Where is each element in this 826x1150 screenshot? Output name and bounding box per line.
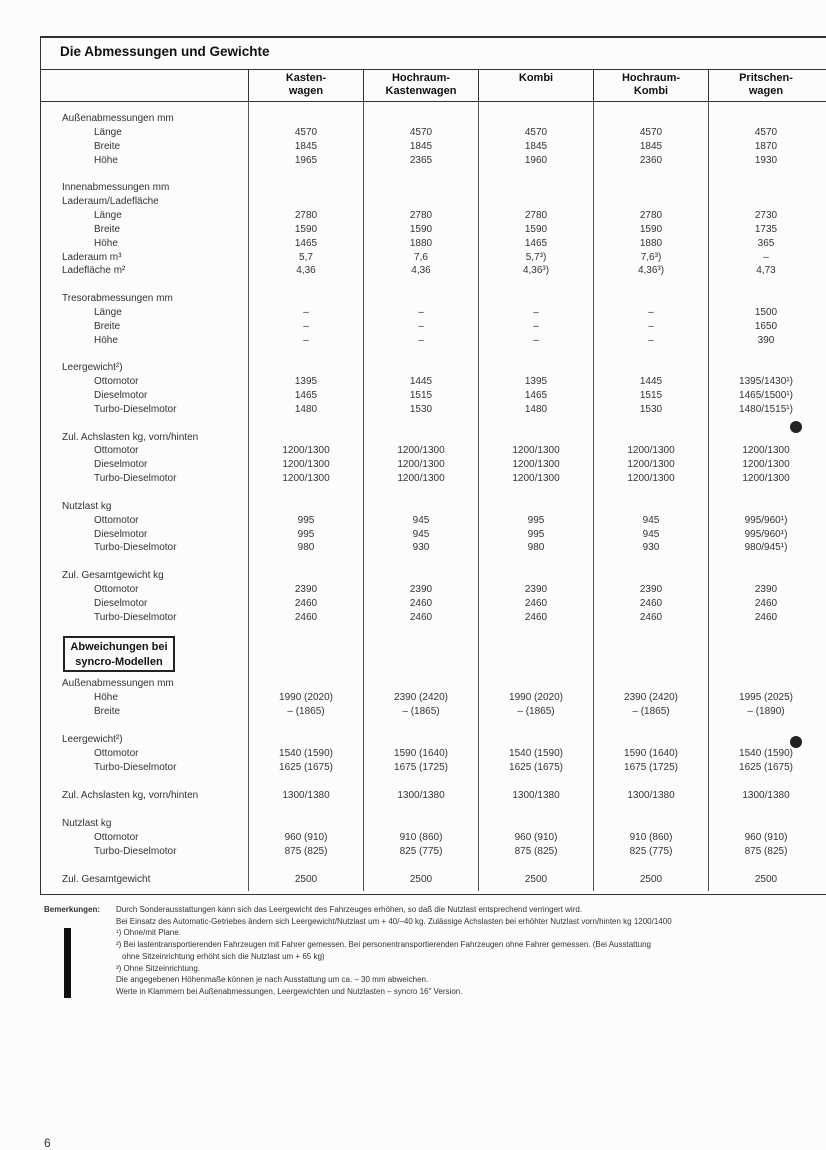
- punch-hole-mark: [790, 421, 802, 433]
- table-cell: 995/960¹): [744, 514, 788, 526]
- row-label: Ottomotor: [94, 376, 139, 388]
- table-cell: 1300/1380: [627, 790, 675, 801]
- table-cell: 960 (910): [514, 832, 558, 843]
- table-cell: 945: [642, 528, 660, 540]
- table-cell: 1845: [294, 140, 318, 152]
- row-label: Turbo-Dieselmotor: [94, 542, 177, 554]
- table-cell: –: [648, 334, 654, 346]
- note-line: ohne Sitzeinrichtung erhöht sich die Nutzlast um + 65 kg): [122, 951, 325, 961]
- syncro-heading-line2: syncro-Modellen: [75, 656, 163, 668]
- row-label: Zul. Gesamtgewicht: [62, 874, 151, 885]
- row-label: Breite: [94, 140, 121, 152]
- table-cell: 1735: [754, 223, 778, 235]
- column-header: [479, 72, 593, 85]
- table-cell: 2390 (2420): [624, 692, 678, 703]
- table-cell: 980: [527, 542, 545, 554]
- row-label: Laderaum/Ladefläche: [62, 196, 159, 208]
- table-cell: 1590: [409, 223, 433, 235]
- table-cell: 1540 (1590): [279, 748, 333, 759]
- notes-title: Bemerkungen:: [44, 905, 101, 914]
- table-cell: 910 (860): [629, 832, 673, 843]
- table-cell: 1200/1300: [512, 473, 560, 485]
- table-cell: 2360: [639, 154, 663, 166]
- table-cell: 1590 (1640): [624, 748, 678, 759]
- column-header-line: Kasten-: [285, 72, 327, 84]
- table-cell: 2460: [524, 611, 548, 623]
- column-header: [709, 72, 823, 97]
- table-cell: 1930: [754, 154, 778, 166]
- table-cell: –: [303, 334, 309, 346]
- table-cell: 1465: [294, 237, 318, 249]
- table-cell: 1200/1300: [627, 459, 675, 471]
- note-line: ²) Bei lastentransportierenden Fahrzeugen mit Fahrer gemessen. Bei personentransportierenden Fahrzeugen ohne Fahrer gemessen. (Bei Ausstattung: [116, 940, 651, 950]
- table-cell: 1590: [524, 223, 548, 235]
- table-cell: 930: [412, 542, 430, 554]
- table-cell: 945: [642, 514, 660, 526]
- table-cell: 1465: [294, 390, 318, 401]
- table-cell: 980/945¹): [744, 542, 788, 554]
- table-cell: 1675 (1725): [394, 762, 448, 773]
- row-label: Zul. Gesamtgewicht kg: [62, 570, 164, 582]
- table-cell: 2390 (2420): [394, 692, 448, 703]
- table-cell: –: [648, 306, 654, 318]
- table-cell: 1845: [409, 140, 433, 152]
- table-cell: 2780: [639, 209, 663, 221]
- table-cell: 2460: [524, 597, 548, 609]
- row-label: Nutzlast kg: [62, 500, 112, 512]
- table-cell: 4570: [294, 126, 318, 138]
- table-cell: –: [418, 334, 424, 346]
- table-cell: 2460: [639, 611, 663, 623]
- row-label: Höhe: [94, 154, 118, 166]
- table-cell: 1200/1300: [397, 473, 445, 485]
- table-cell: 875 (825): [514, 846, 558, 857]
- column-header-line: Pritschen-: [739, 72, 793, 84]
- table-cell: – (1865): [632, 706, 670, 717]
- table-cell: – (1865): [287, 706, 325, 717]
- table-cell: 945: [412, 514, 430, 526]
- table-cell: 4,36: [411, 265, 431, 277]
- table-cell: 825 (775): [629, 846, 673, 857]
- table-cell: 1880: [409, 237, 433, 249]
- table-cell: –: [533, 334, 539, 346]
- table-cell: –: [303, 306, 309, 318]
- table-cell: 1480: [524, 403, 548, 415]
- table-cell: 1530: [639, 403, 663, 415]
- table-cell: 2365: [409, 154, 433, 166]
- row-label: Laderaum m³: [62, 251, 122, 263]
- table-cell: 1650: [754, 320, 778, 332]
- row-label: Leergewicht²): [62, 734, 123, 745]
- table-cell: 365: [757, 237, 775, 249]
- table-cell: 1625 (1675): [509, 762, 563, 773]
- table-cell: 2390: [294, 583, 318, 595]
- row-label: Außenabmessungen mm: [62, 678, 174, 689]
- table-cell: 2460: [409, 611, 433, 623]
- table-cell: 1200/1300: [742, 473, 790, 485]
- row-label: Außenabmessungen mm: [62, 113, 174, 124]
- table-cell: 1300/1380: [742, 790, 790, 801]
- table-cell: 1200/1300: [512, 445, 560, 457]
- table-cell: – (1890): [747, 706, 785, 717]
- table-cell: –: [763, 251, 769, 263]
- table-cell: 1845: [639, 140, 663, 152]
- column-header-line: Kastenwagen: [385, 84, 457, 97]
- row-label: Ottomotor: [94, 514, 139, 526]
- table-cell: 1200/1300: [282, 473, 330, 485]
- table-cell: 2780: [409, 209, 433, 221]
- table-cell: 995: [527, 514, 545, 526]
- table-cell: 2500: [409, 874, 433, 885]
- row-label: Innenabmessungen mm: [62, 182, 170, 194]
- table-cell: 1500: [754, 306, 778, 318]
- column-header-line: wagen: [288, 84, 324, 97]
- column-header: [249, 72, 363, 97]
- row-label: Zul. Achslasten kg, vorn/hinten: [62, 790, 199, 801]
- note-line: ¹) Ohne/mit Plane.: [116, 928, 181, 938]
- table-cell: 825 (775): [399, 846, 443, 857]
- table-cell: 7,6³): [640, 251, 662, 263]
- row-label: Turbo-Dieselmotor: [94, 762, 177, 773]
- row-label: Ottomotor: [94, 748, 139, 759]
- row-label: Nutzlast kg: [62, 818, 112, 829]
- table-cell: 1590: [639, 223, 663, 235]
- table-cell: 1590: [294, 223, 318, 235]
- table-cell: 4,36³): [637, 265, 665, 277]
- table-cell: 2390: [639, 583, 663, 595]
- page-title: Die Abmessungen und Gewichte: [60, 44, 270, 59]
- table-cell: –: [533, 320, 539, 332]
- table-cell: 1465: [524, 237, 548, 249]
- table-cell: 1200/1300: [627, 445, 675, 457]
- table-cell: 875 (825): [284, 846, 328, 857]
- table-cell: 1965: [294, 154, 318, 166]
- table-cell: 1990 (2020): [509, 692, 563, 703]
- table-cell: 1200/1300: [397, 459, 445, 471]
- table-cell: 4570: [524, 126, 548, 138]
- table-cell: 1300/1380: [282, 790, 330, 801]
- table-cell: 2460: [754, 611, 778, 623]
- row-label: Dieselmotor: [94, 528, 148, 540]
- table-cell: 4570: [639, 126, 663, 138]
- table-cell: 1395/1430¹): [739, 376, 793, 388]
- table-cell: 1445: [409, 376, 433, 388]
- row-label: Turbo-Dieselmotor: [94, 473, 177, 485]
- row-label: Turbo-Dieselmotor: [94, 403, 177, 415]
- table-cell: 1480/1515¹): [739, 403, 793, 415]
- table-cell: 1540 (1590): [739, 748, 793, 759]
- table-cell: 1395: [524, 376, 548, 388]
- table-cell: 1200/1300: [512, 459, 560, 471]
- row-label: Dieselmotor: [94, 390, 148, 401]
- table-cell: 2390: [754, 583, 778, 595]
- table-cell: 4570: [409, 126, 433, 138]
- table-cell: 1445: [639, 376, 663, 388]
- table-cell: 1465: [524, 390, 548, 401]
- table-cell: 2500: [294, 874, 318, 885]
- table-cell: 1395: [294, 376, 318, 388]
- table-cell: 875 (825): [744, 846, 788, 857]
- table-cell: 1530: [409, 403, 433, 415]
- row-label: Höhe: [94, 334, 118, 346]
- table-cell: 995: [297, 514, 315, 526]
- table-cell: 1995 (2025): [739, 692, 793, 703]
- row-label: Turbo-Dieselmotor: [94, 846, 177, 857]
- table-cell: 960 (910): [284, 832, 328, 843]
- table-cell: 1465/1500¹): [739, 390, 793, 401]
- table-cell: 2500: [639, 874, 663, 885]
- table-cell: 1625 (1675): [739, 762, 793, 773]
- table-cell: –: [533, 306, 539, 318]
- row-label: Breite: [94, 320, 121, 332]
- table-cell: 910 (860): [399, 832, 443, 843]
- table-cell: 980: [297, 542, 315, 554]
- table-cell: 2460: [294, 611, 318, 623]
- table-cell: 2780: [294, 209, 318, 221]
- table-cell: 7,6: [414, 251, 428, 263]
- table-cell: 945: [412, 528, 430, 540]
- table-cell: 995: [527, 528, 545, 540]
- note-line: Die angegebenen Höhenmaße können je nach Ausstattung um ca. – 30 mm abweichen.: [116, 975, 429, 985]
- row-label: Dieselmotor: [94, 597, 148, 609]
- table-cell: 2460: [409, 597, 433, 609]
- table-cell: – (1865): [402, 706, 440, 717]
- table-cell: 1300/1380: [397, 790, 445, 801]
- column-header-line: Hochraum-: [621, 72, 681, 84]
- table-cell: –: [418, 320, 424, 332]
- column-header-line: Hochraum-: [391, 72, 451, 84]
- table-cell: 4570: [754, 126, 778, 138]
- table-cell: 1625 (1675): [279, 762, 333, 773]
- row-label: Höhe: [94, 692, 118, 703]
- table-cell: –: [303, 320, 309, 332]
- table-cell: 2460: [754, 597, 778, 609]
- note-line: Werte in Klammern bei Außenabmessungen, Leergewichten und Nutzlasten – syncro 16" Version.: [116, 986, 463, 996]
- table-cell: 1200/1300: [742, 445, 790, 457]
- table-cell: 2500: [524, 874, 548, 885]
- row-label: Tresorabmessungen mm: [62, 293, 173, 305]
- table-cell: 4,36³): [522, 265, 550, 277]
- table-cell: 2500: [754, 874, 778, 885]
- table-cell: 5,7: [299, 251, 313, 263]
- table-cell: 2730: [754, 209, 778, 221]
- syncro-heading-line1: Abweichungen bei: [70, 641, 168, 653]
- table-cell: 1480: [294, 403, 318, 415]
- table-cell: 995/960¹): [744, 528, 788, 540]
- table-cell: 4,73: [756, 265, 776, 277]
- table-cell: –: [418, 306, 424, 318]
- table-cell: 1880: [639, 237, 663, 249]
- row-label: Länge: [94, 209, 122, 221]
- row-label: Länge: [94, 306, 122, 318]
- table-cell: 1990 (2020): [279, 692, 333, 703]
- syncro-heading-box: [63, 636, 175, 672]
- table-cell: 995: [297, 528, 315, 540]
- table-cell: – (1865): [517, 706, 555, 717]
- column-header: [364, 72, 478, 97]
- note-line: Bei Einsatz des Automatic-Getriebes ändern sich Leergewicht/Nutzlast um + 40/–40 kg. Zulässige Achslasten bei erhöhter Nutzlast vorn/hinten kg 1200/1400: [116, 916, 672, 926]
- table-cell: 1845: [524, 140, 548, 152]
- table-cell: 930: [642, 542, 660, 554]
- table-cell: 2390: [409, 583, 433, 595]
- column-header-line: Kombi: [633, 84, 669, 97]
- table-cell: 2780: [524, 209, 548, 221]
- table-cell: 1540 (1590): [509, 748, 563, 759]
- table-cell: 1200/1300: [282, 445, 330, 457]
- table-cell: 960 (910): [744, 832, 788, 843]
- table-cell: 1200/1300: [627, 473, 675, 485]
- row-label: Ladefläche m²: [62, 265, 126, 277]
- table-cell: 1200/1300: [742, 459, 790, 471]
- table-cell: 1200/1300: [282, 459, 330, 471]
- table-cell: 4,36: [296, 265, 316, 277]
- table-cell: 1870: [754, 140, 778, 152]
- table-cell: 1300/1380: [512, 790, 560, 801]
- table-cell: –: [648, 320, 654, 332]
- row-label: Zul. Achslasten kg, vorn/hinten: [62, 431, 199, 443]
- table-cell: 2390: [524, 583, 548, 595]
- table-cell: 1200/1300: [397, 445, 445, 457]
- table-cell: 5,7³): [525, 251, 547, 263]
- punch-hole-mark: [790, 736, 802, 748]
- margin-bar: [64, 928, 71, 998]
- table-cell: 1590 (1640): [394, 748, 448, 759]
- table-cell: 2460: [294, 597, 318, 609]
- table-cell: 1515: [409, 390, 433, 401]
- column-header: [594, 72, 708, 97]
- row-label: Dieselmotor: [94, 459, 148, 471]
- table-cell: 2460: [639, 597, 663, 609]
- row-label: Leergewicht²): [62, 362, 123, 374]
- row-label: Breite: [94, 706, 121, 717]
- column-header-line: wagen: [748, 84, 784, 97]
- row-label: Ottomotor: [94, 583, 139, 595]
- row-label: Breite: [94, 223, 121, 235]
- note-line: ³) Ohne Sitzeinrichtung.: [116, 963, 201, 973]
- table-cell: 1675 (1725): [624, 762, 678, 773]
- row-label: Höhe: [94, 237, 118, 249]
- table-cell: 1515: [639, 390, 663, 401]
- column-header-line: Kombi: [518, 72, 554, 84]
- row-label: Turbo-Dieselmotor: [94, 611, 177, 623]
- row-label: Ottomotor: [94, 832, 139, 843]
- table-cell: 390: [757, 334, 775, 346]
- row-label: Ottomotor: [94, 445, 139, 457]
- row-label: Länge: [94, 126, 122, 138]
- page-number: 6: [44, 1136, 51, 1150]
- note-line: Durch Sonderausstattungen kann sich das Leergewicht des Fahrzeuges erhöhen, so daß die Nutzlast entsprechend verringert wird.: [116, 905, 583, 914]
- table-cell: 1960: [524, 154, 548, 166]
